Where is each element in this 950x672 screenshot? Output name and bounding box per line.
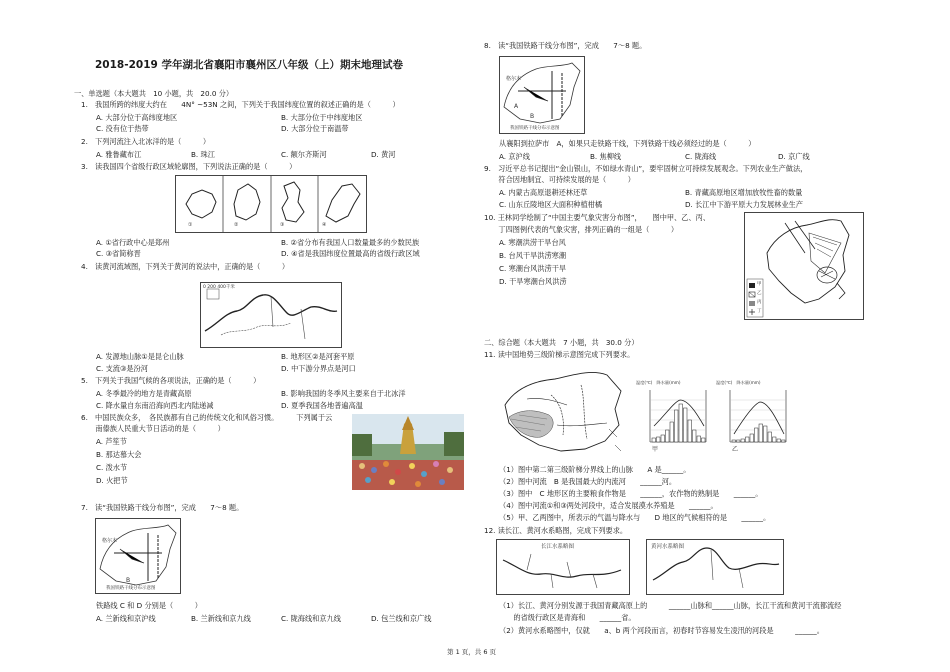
yellow-river-map-title: 黄河水系略图 — [651, 544, 685, 550]
question-11-stem: 11. 读中国地势三级阶梯示意图完成下列要求。 — [484, 350, 635, 359]
question-6-option-c[interactable]: C. 泼水节 — [96, 463, 128, 472]
question-7-option-c[interactable]: C. 陇海线和京九线 — [281, 614, 341, 623]
question-7-follow-up: 铁路线 C 和 D 分别是（ ） — [96, 601, 202, 610]
question-10-option-c[interactable]: C. 寒潮台风洪涝干旱 — [499, 264, 567, 273]
question-1-option-b[interactable]: B. 大部分位于中纬度地区 — [281, 113, 363, 122]
section-heading-comprehensive: 二、综合题（本大题共 7 小题，共 30.0 分） — [484, 338, 639, 347]
question-9-option-b[interactable]: B. 青藏高原地区增加放牧性畜的数量 — [685, 188, 803, 197]
label-a: A — [514, 103, 519, 110]
question-8-option-c[interactable]: C. 陇海线 — [685, 152, 717, 161]
railway-map-left — [95, 518, 181, 594]
question-12-stem: 12. 读长江、黄河水系略图，完成下列要求。 — [484, 526, 628, 535]
legend-yi: 乙 — [757, 291, 762, 296]
question-9-stem-line-1: 9. 习近平总书记提出“金山银山，不如绿水青山”，要牢固树立可持续发展观念。下列农业生产做法， — [484, 164, 808, 173]
question-2-option-a[interactable]: A. 雅鲁藏布江 — [96, 150, 142, 159]
page-title: 2018-2019 学年湖北省襄阳市襄州区八年级（上）期末地理试卷 — [95, 59, 403, 71]
question-11-sub-1: （1）图中第二第三级阶梯分界线上的山脉 A 是______。 — [499, 465, 691, 474]
legend-ding: 丁 — [757, 309, 762, 314]
question-10-option-d[interactable]: D. 干旱寒潮台风洪涝 — [499, 277, 567, 286]
question-10-option-a[interactable]: A. 寒潮洪涝干旱台风 — [499, 238, 566, 247]
question-12-sub-1-line-2: 的省级行政区是青海和 ______省。 — [499, 613, 636, 622]
yellow-river-basin-map — [200, 282, 342, 348]
question-6-stem-line-1: 6. 中国民族众多， 各民族都有自己的传统文化和风俗习惯。 下列属于云 — [81, 413, 333, 422]
question-1-stem: 1. 我国所跨的纬度大约在 4N° ~53N 之间，下列关于我国纬度位置的叙述正确的是（ ） — [81, 100, 400, 109]
question-2-stem: 2. 下列河流注入北冰洋的是（ ） — [81, 137, 211, 146]
question-5-option-b[interactable]: B. 影响我国的冬季风主要来自于北冰洋 — [281, 389, 406, 398]
question-11-sub-4: （4）图中河流①和③两处河段中，适合发展漠水养殖是 ______。 — [499, 501, 718, 510]
question-4-stem: 4. 读黄河流域图，下列关于黄河的说法中，正确的是（ ） — [81, 262, 290, 271]
label-b: B — [530, 113, 535, 120]
question-3-option-a[interactable]: A. ①省行政中心是郑州 — [96, 238, 170, 247]
question-6-option-b[interactable]: B. 那达慕大会 — [96, 450, 142, 459]
question-11-sub-5: （5）甲、乙两图中，所表示的气温与降水与 D 地区的气候相符的是 ______。 — [499, 513, 771, 522]
question-9-option-d[interactable]: D. 长江中下游平原大力发展林业生产 — [685, 200, 803, 209]
question-4-option-b[interactable]: B. 地形区②是河套平原 — [281, 352, 355, 361]
province-label-4: ④ — [322, 222, 327, 228]
yangtze-map-title: 长江水系略图 — [541, 544, 575, 550]
province-outline-figure — [175, 175, 367, 233]
question-10-option-b[interactable]: B. 台风干旱洪涝寒潮 — [499, 251, 567, 260]
province-label-1: ① — [188, 222, 193, 228]
question-5-stem: 5. 下列关于我国气候的各项说法，正确的是（ ） — [81, 376, 261, 385]
question-1-option-d[interactable]: D. 大部分位于南温带 — [281, 124, 349, 133]
label-golmud: 格尔木 — [102, 538, 118, 544]
question-11-sub-3: （3）图中 C 地形区的主要粮食作物是 ______，农作物的熟制是 ______。 — [499, 489, 763, 498]
question-3-option-b[interactable]: B. ②省分布有我国人口数量最多的少数民族 — [281, 238, 420, 247]
question-4-option-c[interactable]: C. 支流③是汾河 — [96, 364, 148, 373]
question-10-stem-line-2: 丁四图例代表的气象灾害，排列正确的一组是（ ） — [484, 225, 679, 234]
question-5-option-a[interactable]: A. 冬季最冷的地方是青藏高原 — [96, 389, 192, 398]
question-2-option-c[interactable]: C. 额尔齐斯河 — [281, 150, 327, 159]
question-12-sub-2: （2）黄河水系略图中，仅就 a、b 两个河段而言，初春时节容易发生凌汛的河段是 ______。 — [499, 626, 824, 635]
legend-bing: 丙 — [757, 300, 762, 305]
question-8-follow-up: 从襄阳到拉萨市 A，如果只走铁路干线，下列铁路干线必须经过的是（ ） — [499, 139, 756, 148]
chart-yi-axis-title: 温度(℃) 降水量(mm) — [716, 380, 761, 385]
question-4-option-d[interactable]: D. 中下游分界点是河口 — [281, 364, 356, 373]
question-8-option-a[interactable]: A. 京沪线 — [499, 152, 530, 161]
province-label-3: ③ — [280, 222, 285, 228]
question-7-option-d[interactable]: D. 包兰线和京广线 — [371, 614, 432, 623]
question-9-option-c[interactable]: C. 山东丘陵地区大面积种植柑橘 — [499, 200, 603, 209]
chart-yi-label: 乙 — [732, 446, 739, 453]
question-11-sub-2: （2）图中河流 B 是我国最大的内流河 ______河。 — [499, 477, 677, 486]
yellow-river-system-map — [646, 539, 784, 595]
railway-map-right — [499, 56, 585, 134]
section-heading-single-choice: 一、单选题（本大题共 10 小题，共 20.0 分） — [74, 89, 234, 98]
question-8-option-b[interactable]: B. 焦柳线 — [590, 152, 622, 161]
chart-jia-label: 甲 — [652, 446, 659, 453]
question-3-option-d[interactable]: D. ④省是我国纬度位置最高的省级行政区域 — [281, 249, 420, 258]
page-footer: 第 1 页，共 6 页 — [447, 648, 497, 656]
question-9-option-a[interactable]: A. 内蒙古高原退耕还林还草 — [499, 188, 588, 197]
province-4-outline — [326, 184, 360, 222]
question-3-stem: 3. 读我国四个省级行政区域轮廓图，下列说法正确的是（ ） — [81, 162, 297, 171]
question-7-stem: 7. 读“我国铁路干线分布图”，完成 7～8 题。 — [81, 503, 244, 512]
map-caption: 我国铁路干线分布示意图 — [106, 586, 156, 591]
question-6-stem-line-2: 南傣族人民重大节日活动的是（ ） — [81, 424, 225, 433]
question-8-option-d[interactable]: D. 京广线 — [778, 152, 810, 161]
climate-chart-yi — [716, 380, 796, 455]
question-6-option-d[interactable]: D. 火把节 — [96, 476, 128, 485]
province-3-outline — [282, 182, 304, 222]
question-5-option-c[interactable]: C. 降水量自东南沿海向西北内陆递减 — [96, 401, 214, 410]
question-7-option-a[interactable]: A. 兰新线和京沪线 — [96, 614, 156, 623]
question-6-option-a[interactable]: A. 芦笙节 — [96, 437, 127, 446]
china-terrain-map — [497, 365, 637, 457]
map-caption: 我国铁路干线分布示意图 — [510, 126, 560, 131]
question-4-option-a[interactable]: A. 发源地山脉①是昆仑山脉 — [96, 352, 184, 361]
yangtze-river-map — [496, 539, 630, 595]
question-2-option-b[interactable]: B. 珠江 — [191, 150, 215, 159]
province-label-2: ② — [234, 222, 239, 228]
question-7-option-b[interactable]: B. 兰新线和京九线 — [191, 614, 251, 623]
festival-photo — [352, 414, 464, 490]
question-12-sub-1-line-1: （1）长江、黄河分别发源于我国青藏高原上的 ______山脉和______山脉，长江干流和黄河干流都流经 — [499, 601, 842, 610]
province-1-outline — [186, 190, 216, 218]
question-9-stem-line-2: 符合因地制宜、可持续发展的是（ ） — [484, 175, 635, 184]
legend-jia: 甲 — [757, 282, 762, 287]
question-2-option-d[interactable]: D. 黄河 — [371, 150, 396, 159]
map-scale-bar: 0 200 400千米 — [203, 285, 235, 290]
question-1-option-a[interactable]: A. 大部分位于高纬度地区 — [96, 113, 178, 122]
question-10-stem-line-1: 10. 王林同学绘制了“中国主要气象灾害分布图”， 图中甲、乙、丙、 — [484, 213, 711, 222]
question-1-option-c[interactable]: C. 没有位于热带 — [96, 124, 149, 133]
question-8-stem: 8. 读“我国铁路干线分布图”，完成 7～8 题。 — [484, 41, 647, 50]
chart-jia-axis-title: 温度(℃) 降水量(mm) — [636, 380, 681, 385]
label-b: B — [126, 577, 131, 584]
province-2-outline — [234, 184, 260, 220]
climate-chart-jia — [636, 380, 716, 455]
label-golmud: 格尔木 — [506, 76, 522, 82]
question-5-option-d[interactable]: D. 夏季我国各地普遍高温 — [281, 401, 363, 410]
question-3-option-c[interactable]: C. ③省简称晋 — [96, 249, 141, 258]
weather-disaster-map — [744, 212, 864, 320]
